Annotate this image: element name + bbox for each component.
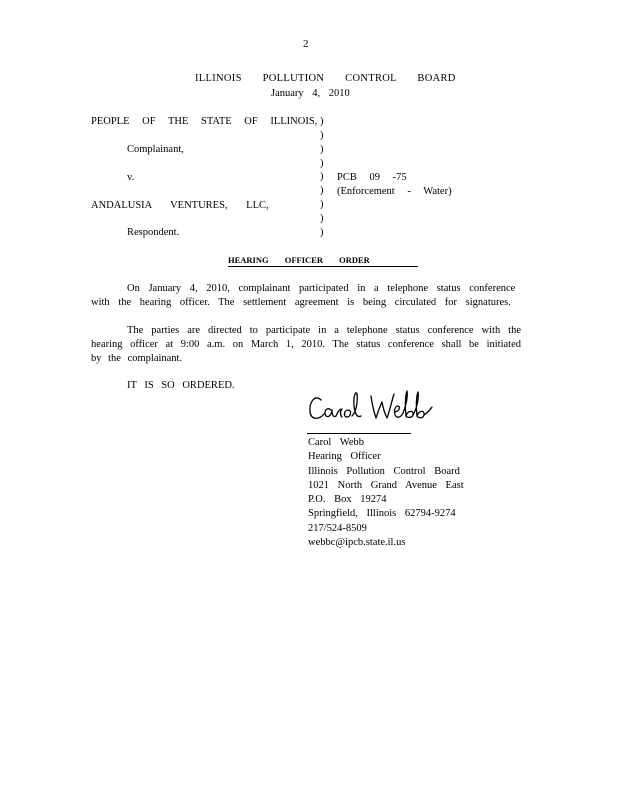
page-number: 2 xyxy=(303,38,309,50)
caption-bracket: ) xyxy=(320,116,324,127)
case-type: (Enforcement - Water) xyxy=(337,186,452,197)
signer-city: Springfield, Illinois 62794-9274 xyxy=(308,508,456,520)
order-date: January 4, 2010 xyxy=(271,88,350,99)
signer-email[interactable]: webbc@ipcb.state.il.us xyxy=(308,537,406,549)
respondent-role: Respondent. xyxy=(127,227,180,238)
caption-bracket: ) xyxy=(320,185,324,197)
versus-label: v. xyxy=(127,172,135,183)
caption-bracket: ) xyxy=(320,226,324,238)
caption-bracket: ) xyxy=(320,212,324,224)
signer-organization: Illinois Pollution Control Board xyxy=(308,465,460,477)
signature-line xyxy=(307,433,411,434)
caption-bracket: ) xyxy=(320,171,324,183)
paragraph-1-line-2: with the hearing officer. The settlement agreement is being circulated for signatures. xyxy=(91,297,511,308)
order-title: HEARING OFFICER ORDER xyxy=(228,255,418,267)
signer-street: 1021 North Grand Avenue East xyxy=(308,479,464,491)
caption-bracket: ) xyxy=(320,199,324,211)
closing-statement: IT IS SO ORDERED. xyxy=(127,380,235,391)
signer-po-box: P.O. Box 19274 xyxy=(308,494,387,506)
caption-bracket: ) xyxy=(320,143,324,155)
paragraph-1 xyxy=(91,282,531,310)
complainant-role: Complainant, xyxy=(127,144,184,155)
case-number: PCB 09 -75 xyxy=(337,172,407,183)
caption-bracket: ) xyxy=(320,129,324,141)
signer-title: Hearing Officer xyxy=(308,451,381,463)
handwritten-signature xyxy=(307,388,437,424)
agency-name: ILLINOIS POLLUTION CONTROL BOARD xyxy=(195,73,456,84)
paragraph-2: The parties are directed to participate in a telephone status conference with the hearing officer at 9:00 a.m. on March 1, 2010. The status conference shall be initiated by the complainant. xyxy=(91,325,521,364)
complainant-name: PEOPLE OF THE STATE OF ILLINOIS, xyxy=(91,116,318,127)
signer-name: Carol Webb xyxy=(308,437,364,448)
caption-brackets xyxy=(320,115,330,240)
respondent-name: ANDALUSIA VENTURES, LLC, xyxy=(91,200,269,211)
paragraph-1-line-1: On January 4, 2010, complainant participated in a telephone status conference xyxy=(127,283,516,294)
signature-block xyxy=(308,436,464,550)
caption-bracket: ) xyxy=(320,157,324,169)
signer-phone: 217/524-8509 xyxy=(308,522,367,534)
